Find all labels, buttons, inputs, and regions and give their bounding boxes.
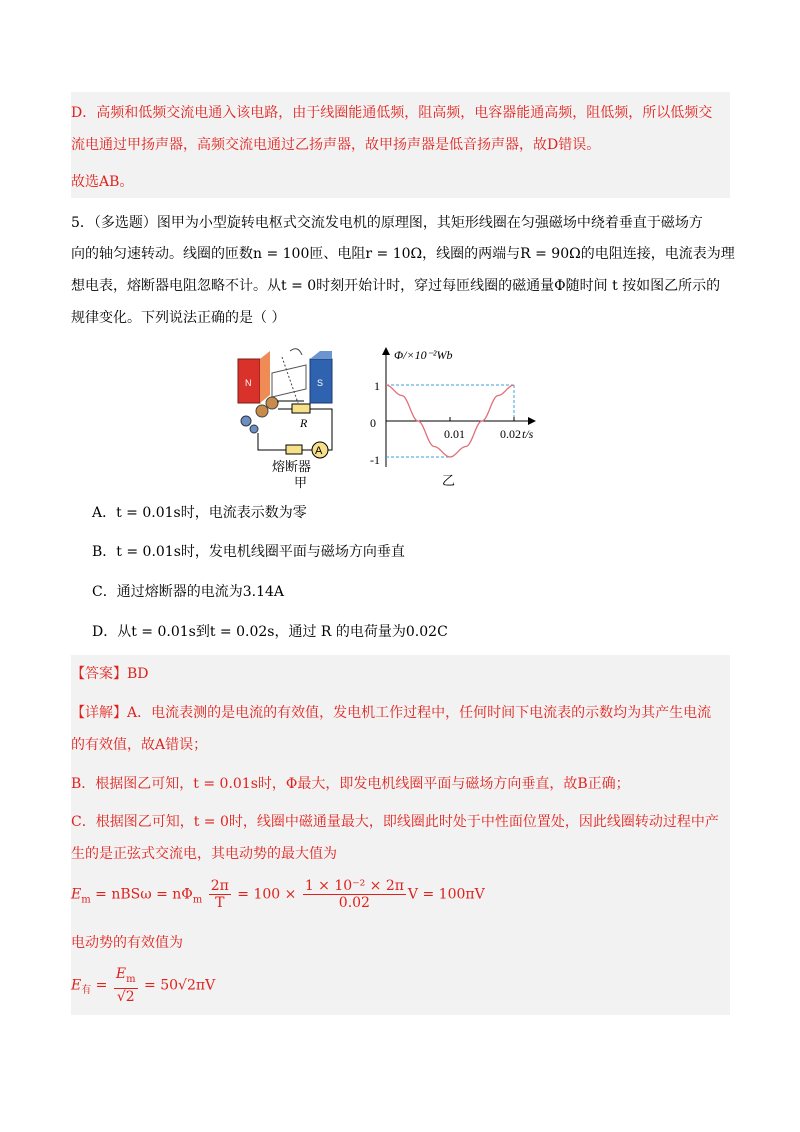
question-figure	[232, 343, 542, 491]
option-c: C．通过熔断器的电流为3.14A	[92, 584, 284, 600]
slip-ring-2	[256, 405, 268, 417]
y-axis-arrow	[382, 347, 390, 355]
eq2-right: = 50√2πV	[139, 977, 216, 994]
eq1-sub2: m	[192, 894, 203, 906]
eq2-num-sub: m	[126, 973, 136, 985]
question-line1: 5．（多选题）图甲为小型旋转电枢式交流发电机的原理图，其矩形线圈在匀强磁场中绕着垂直于磁场方	[71, 215, 703, 231]
right-caption: 乙	[442, 474, 456, 489]
prev-option-d-line1: D．高频和低频交流电通入该电路，由于线圈能通低频，阻高频，电容器能通高频，阻低频，所以低频交	[71, 105, 713, 121]
eq1-mid2: = 100 ×	[232, 886, 301, 903]
detail-line1: 【详解】A．电流表测的是电流的有效值，发电机工作过程中，任何时间下电流表的示数均为其产生电流	[71, 705, 712, 721]
fuse	[286, 445, 302, 454]
equation-emf-effective: $E_有$ = $\frac{E_m}{√2}$ = 50√2πV	[71, 966, 216, 1005]
eq1-frac-den: T	[215, 895, 225, 911]
figure-svg	[232, 343, 542, 491]
fuse-label: 熔断器	[272, 460, 312, 475]
brush-1	[241, 416, 251, 426]
magnet-n-side	[260, 351, 270, 403]
generator-diagram	[238, 349, 332, 491]
resistor-r	[292, 404, 310, 413]
slip-ring-1	[266, 397, 278, 409]
eq1-e: E	[71, 886, 82, 903]
tick-y-neg: -1	[370, 453, 380, 467]
eq1-right: V = 100πV	[407, 886, 485, 903]
coil-loop	[272, 365, 306, 397]
eq1-sub: m	[81, 894, 91, 906]
option-a: A．t = 0.01s时，电流表示数为零	[92, 505, 307, 521]
tick-origin: 0	[370, 416, 376, 430]
ammeter-label: A	[315, 445, 323, 457]
prev-conclusion: 故选AB。	[71, 174, 134, 190]
rotation-arrow	[290, 349, 302, 355]
eq2-frac-num	[114, 966, 138, 989]
resistor-label: R	[300, 416, 308, 430]
axis-line	[282, 357, 298, 403]
eq1-frac2-num: 1 × 10⁻² × 2π	[304, 878, 404, 894]
brush-2	[250, 425, 258, 433]
y-axis-label: Φ/×10⁻²Wb	[394, 348, 453, 362]
eq1-frac2-den: 0.02	[338, 895, 370, 911]
detail-c1: C．根据图乙可知，t = 0时，线圈中磁通量最大，即线圈此时处于中性面位置处，因此线圈转动过程中产	[71, 814, 719, 830]
question-line4: 规律变化。下列说法正确的是（ ）	[71, 310, 286, 326]
eq2-e: E	[71, 977, 82, 994]
answer-label: 【答案】BD	[71, 666, 149, 682]
flux-chart	[370, 347, 536, 489]
wire-top-a	[278, 401, 304, 403]
eq1-mid: = nBSω = nΦ	[90, 886, 193, 903]
eq2-frac-den: √2	[116, 988, 135, 1005]
effective-value-label: 电动势的有效值为	[71, 935, 183, 951]
detail-c2: 生的是正弦式交流电，其电动势的最大值为	[71, 846, 337, 862]
wire-left	[258, 433, 286, 450]
eq2-frac	[114, 966, 138, 1005]
eq2-num-e: E	[115, 966, 127, 982]
x-axis-label: t/s	[522, 427, 534, 441]
eq1-frac-num: 2π	[210, 878, 229, 894]
prev-option-d-line2: 流电通过甲扬声器，高频交流电通过乙扬声器，故甲扬声器是低音扬声器，故D错误。	[71, 137, 601, 153]
detail-line2: 的有效值，故A错误；	[71, 737, 208, 753]
tick-y-pos: 1	[374, 379, 380, 393]
tick-x1: 0.01	[444, 427, 465, 441]
magnet-s-top	[310, 351, 332, 359]
magnet-n-label: N	[245, 378, 252, 388]
question-line2: 向的轴匀速转动。线圈的匝数n = 100匝、电阻r = 10Ω，线圈的两端与R = 90Ω的电阻连接，电流表为理	[71, 246, 735, 262]
eq1-frac2	[303, 878, 406, 911]
option-b: B．t = 0.01s时，发电机线圈平面与磁场方向垂直	[92, 544, 405, 560]
option-d: D．从t = 0.01s到t = 0.02s，通过 R 的电荷量为0.02C	[92, 624, 448, 640]
eq2-sub: 有	[81, 985, 92, 997]
question-line3: 想电表，熔断器电阻忽略不计。从t = 0时刻开始计时，穿过每匝线圈的磁通量Φ随时间 t 按如图乙所示的	[71, 278, 721, 294]
equation-emf-max	[71, 878, 485, 911]
eq1-frac	[209, 878, 231, 911]
detail-b: B．根据图乙可知，t = 0.01s时，Φ最大，即发电机线圈平面与磁场方向垂直，故B正确；	[71, 776, 630, 792]
x-axis-arrow	[528, 417, 536, 425]
tick-x2: 0.02	[500, 427, 521, 441]
left-caption: 甲	[294, 476, 308, 491]
magnet-s-label: S	[317, 378, 324, 388]
